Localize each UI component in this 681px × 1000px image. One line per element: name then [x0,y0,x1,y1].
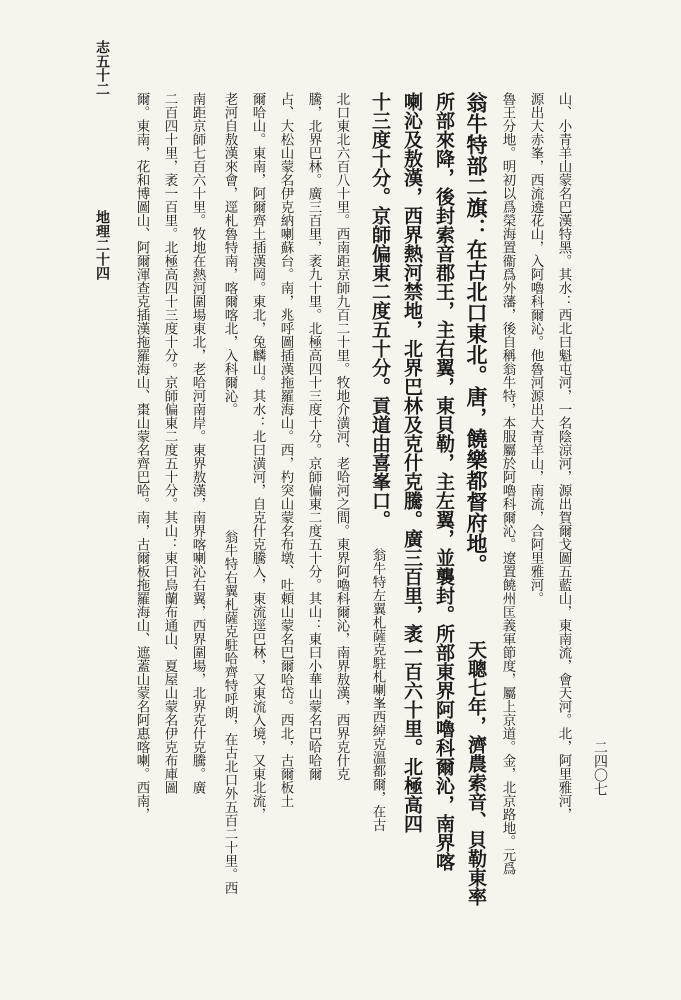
text-column: 喇沁及敖漢，西界熱河禁地，北界巴林及克什克騰。廣三百里，袤一百六十里。北極高四 [401,92,423,833]
text-column: 十三度十分。京師偏東二度五十分。貢道由喜峯口。 [369,92,391,529]
text-column: 爾。東南，花和博圖山、阿爾渾查克插漢拖羅海山、棗山蒙名齊巴哈。南，古爾板拖羅海山、遮蓋山蒙名阿惠喀喇。西南， [133,92,150,821]
section-heading-onggiut [466,92,487,575]
text-column: 山、小青羊山蒙名巴漢特黑。其水：西北曰魁屯河，一名陰涼河，源出賀爾戈圖五藍山，東南流，會天河。北，阿里雅河， [555,92,572,821]
subsection-heading-right-wing: 翁牛特右翼札薩克駐哈齊特呼朗，在古北口外五百二十里。西 [221,530,238,895]
text-column: 騰，北界巴林。廣三百里，袤九十里。北極高四十三度十分。京師偏東二度五十分。其山：東曰小華山蒙名巴哈哈爾 [305,92,322,781]
subsection-heading-left-wing: 翁牛特左翼札薩克駐札喇峯西綽克溫都爾，在古 [369,548,386,832]
text-column: 所部來降，後封索音郡王，主右翼，東貝勒，主左翼，並襲封。所部東界阿嚕科爾沁，南界喀 [433,92,455,871]
text-column: 老河自敖漢來會，逕札魯特南，喀爾喀北，入科爾沁。 [221,92,238,416]
text-column: 魯王分地。明初以爲榮海置衞爲外藩，後自稱翁牛特，本服屬於阿嚕科爾沁。遼置饒州匡義軍節度，屬上京道。金，北京路地。元爲 [499,92,516,875]
text-column: 天聰七年，濟農索音、貝勒東率 [465,640,487,906]
text-column: 占、大松山蒙名伊克納喇蘇台。南，兆呼圖插漢拖羅海山。西，杓突山蒙名布墩、吐頼山蒙名巴爾哈岱。西北，古爾板土 [277,92,294,808]
running-header-topic: 地理二十四 [94,210,110,280]
running-header-section: 志五十二 [94,40,110,96]
text-column: 源出大赤峯，西流遶花山，入阿嚕科爾沁。他魯河源出大青羊山，南流，合阿里雅河。 [527,92,544,605]
section-title: 翁牛特部二旗：在古北口東北。唐，饒樂都督府地。 [464,92,489,575]
text-column: 爾哈山。東南，阿爾齊土插漢岡。東北，兔麟山。其水：北曰潢河，自克什克騰入，東流逕巴林，又東流入境，又東北流， [249,92,266,821]
text-column: 二百四十里，袤一百里。北極高四十三度十分。京師偏東二度五十分。其山：東曰烏蘭布通山、夏屋山蒙名伊克布庫圖 [161,92,178,794]
text-column: 北口東北六百八十里。西南距京師九百二十里。牧地介潢河、老哈河之間。東界阿嚕科爾沁，南界敖漢，西界克什克 [333,92,350,781]
text-column: 南距京師七百六十里。牧地在熱河圍場東北，老哈河南岸。東界敖漢，南界喀喇沁右翼，西界圍場，北界克什克騰。廣 [189,92,206,794]
page-number: 二四〇七 [592,740,608,796]
